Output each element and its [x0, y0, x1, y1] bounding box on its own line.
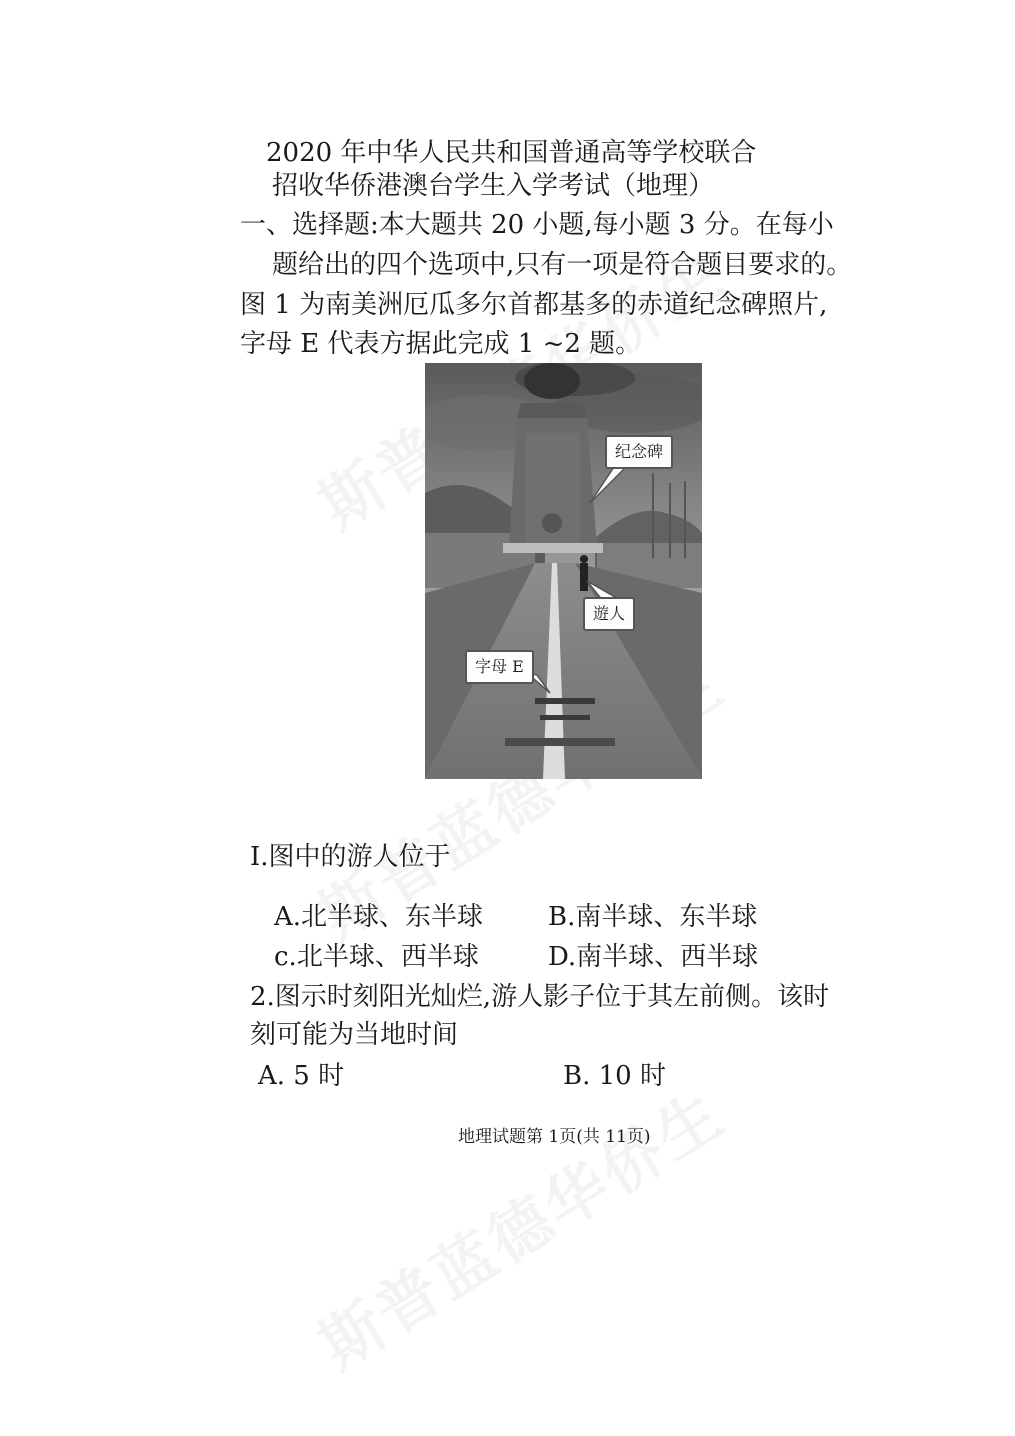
- page-footer: 地理试题第 1页(共 11页): [458, 1127, 651, 1147]
- question-2-stem-line2: 刻可能为当地时间: [250, 1020, 459, 1050]
- section-heading-line2: 题给出的四个选项中,只有一项是符合题目要求的。: [272, 250, 853, 280]
- question-2-option-b: B. 10 时: [563, 1061, 666, 1091]
- question-1-option-c: c.北半球、西半球: [274, 942, 479, 972]
- question-1-option-a: A.北半球、东半球: [274, 902, 484, 932]
- question-1-option-b: B.南半球、东半球: [548, 902, 758, 932]
- watermark: [300, 1065, 739, 1385]
- exam-title-line2: 招收华侨港澳台学生入学考试（地理）: [272, 171, 715, 201]
- callout-monument: 纪念碑: [605, 435, 673, 469]
- monument-photo: [425, 363, 702, 779]
- question-2-stem-line1: 2.图示时刻阳光灿烂,游人影子位于其左前侧。该时: [250, 982, 830, 1012]
- callout-tourist: 遊人: [583, 597, 635, 631]
- callout-letter-e: 字母 E: [465, 650, 534, 684]
- intro-line1: 图 1 为南美洲厄瓜多尔首都基多的赤道纪念碑照片,: [240, 290, 828, 320]
- question-2-option-a: A. 5 时: [258, 1061, 345, 1091]
- exam-title-line1: 2020 年中华人民共和国普通高等学校联合: [266, 138, 757, 168]
- question-1-stem: I.图中的游人位于: [250, 842, 451, 872]
- intro-line2: 字母 E 代表方据此完成 1 ~2 题。: [240, 329, 642, 359]
- monument-photo-drawing: [425, 363, 702, 779]
- question-1-option-d: D.南半球、西半球: [548, 942, 759, 972]
- section-heading-line1: 一、选择题:本大题共 20 小题,每小题 3 分。在每小: [240, 210, 834, 240]
